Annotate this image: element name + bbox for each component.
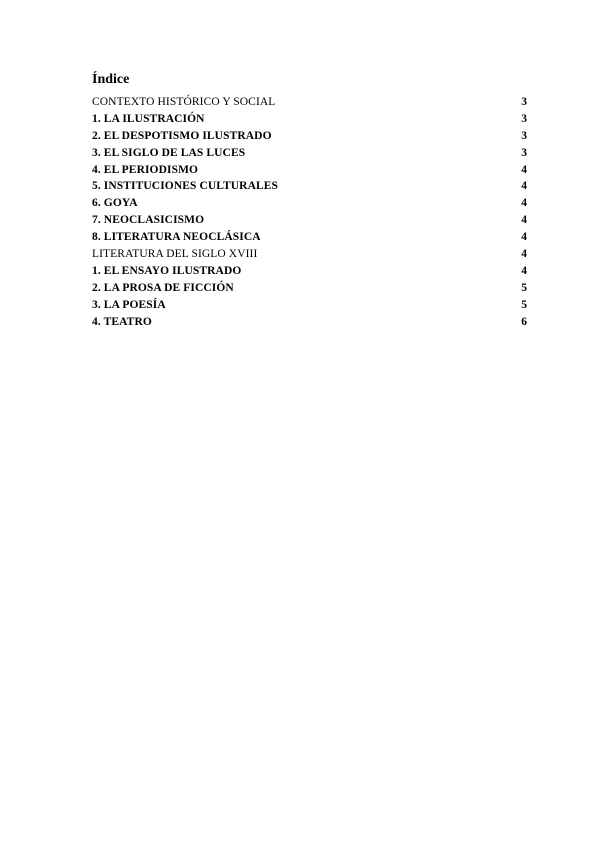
toc-entry[interactable] [92,314,527,331]
toc-entry-page: 4 [521,214,527,227]
toc-entry-text: LITERATURA DEL SIGLO XVIII [92,248,258,261]
toc-entry[interactable] [92,94,527,111]
toc-entry-text: 2. EL DESPOTISMO ILUSTRADO [92,129,272,142]
toc-entry[interactable] [92,229,527,246]
toc-entry-text: 3. EL SIGLO DE LAS LUCES [92,146,246,159]
toc-entry-page: 4 [521,163,527,176]
toc-entry[interactable] [92,128,527,145]
toc-entry-page: 5 [521,281,527,294]
toc-entry[interactable] [92,145,527,162]
toc-entry[interactable] [92,162,527,179]
toc-entry[interactable] [92,178,527,195]
toc-entry-page: 4 [521,231,527,244]
toc-entry[interactable] [92,246,527,263]
toc-entry[interactable] [92,280,527,297]
toc-entry-page: 3 [521,129,527,142]
toc-entry-text: CONTEXTO HISTÓRICO Y SOCIAL [92,96,276,108]
toc-entry-page: 4 [521,197,527,210]
toc-entry-page: 4 [521,180,527,193]
toc-entry[interactable] [92,212,527,229]
toc-entry-text: 8. LITERATURA NEOCLÁSICA [92,231,261,244]
toc-entry-text: 1. EL ENSAYO ILUSTRADO [92,264,242,277]
toc-entry-page: 6 [521,315,527,328]
toc-entry[interactable] [92,263,527,280]
toc-entry-text: 6. GOYA [92,197,138,210]
toc-entry-text: 7. NEOCLASICISMO [92,214,205,227]
toc-entry-page: 4 [521,264,527,277]
toc-entry-page: 4 [521,248,527,261]
toc-entry[interactable] [92,297,527,314]
toc-entry-text: 2. LA PROSA DE FICCIÓN [92,281,234,294]
toc-title: Índice [92,72,130,87]
toc-entry-text: 4. EL PERIODISMO [92,163,199,176]
toc-entry-page: 3 [521,146,527,159]
toc-entry-text: 4. TEATRO [92,315,152,328]
toc-entry-text: 5. INSTITUCIONES CULTURALES [92,180,279,193]
toc-entry-page: 3 [521,96,527,108]
toc-entry-text: 1. LA ILUSTRACIÓN [92,112,205,125]
toc-list [92,94,527,330]
toc-entry[interactable] [92,195,527,212]
toc-entry-page: 3 [521,112,527,125]
toc-entry-text: 3. LA POESÍA [92,298,166,311]
toc-entry[interactable] [92,111,527,128]
toc-entry-page: 5 [521,298,527,311]
